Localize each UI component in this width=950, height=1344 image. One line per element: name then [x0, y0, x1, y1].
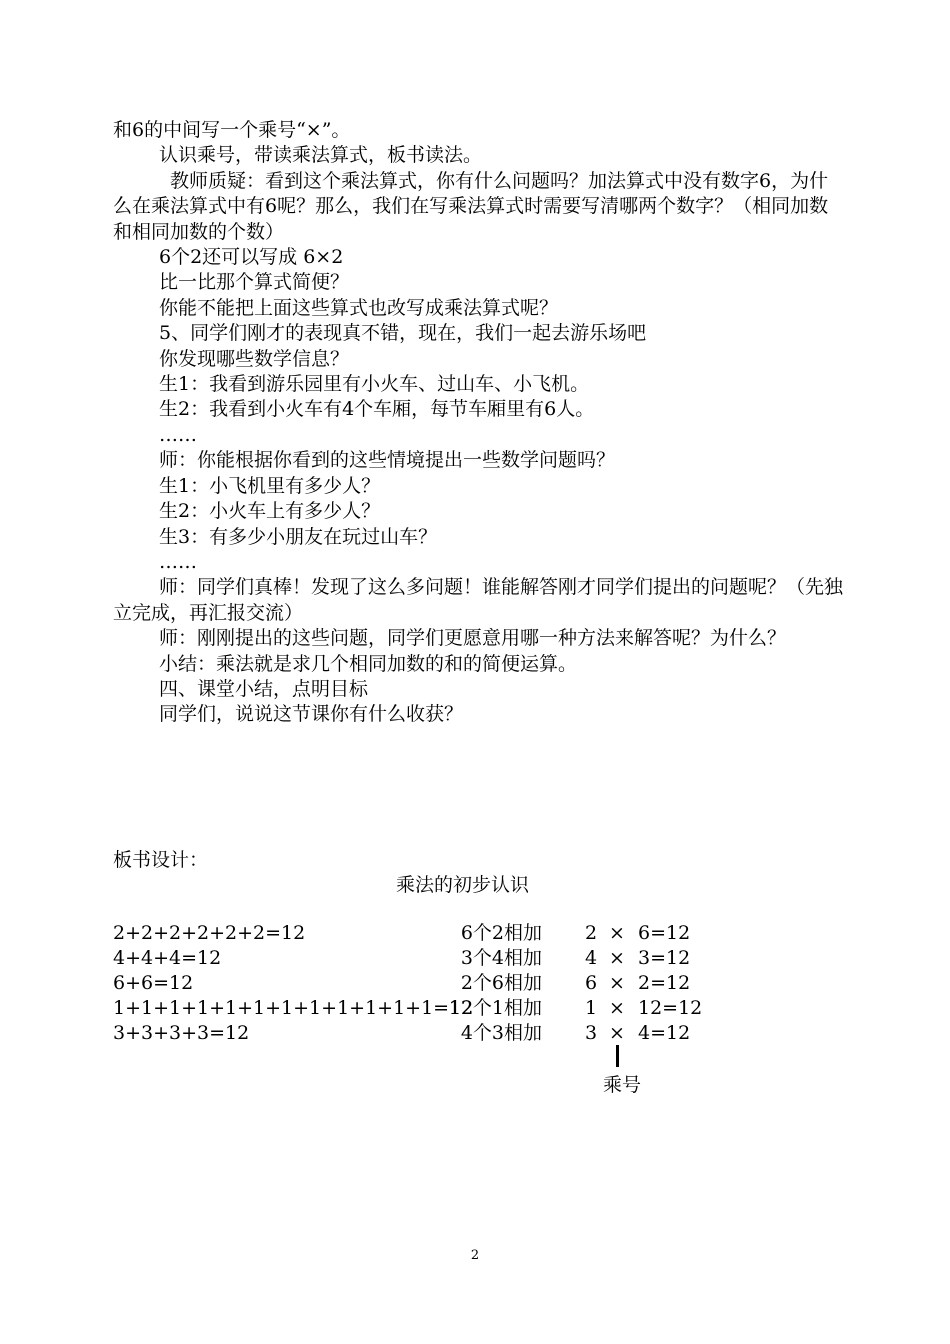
multiplicand: 6: [585, 972, 598, 994]
multiplicand: 3: [585, 1022, 598, 1044]
sum-description: 4个3相加: [460, 1022, 542, 1044]
multiplicand: 4: [585, 947, 598, 969]
paragraph: 和6的中间写一个乘号“×”。: [113, 119, 351, 141]
multiplier-result: 3=12: [638, 947, 691, 969]
addition-equation: 1+1+1+1+1+1+1+1+1+1+1+1=12: [113, 997, 474, 1019]
board-design-label: 板书设计：: [113, 849, 209, 871]
multiply-sign: ×: [609, 972, 625, 994]
board-title: 乘法的初步认识: [396, 874, 530, 896]
multiplier-result: 12=12: [638, 997, 703, 1019]
multiplicand: 1: [585, 997, 598, 1019]
paragraph: 6个2还可以写成 6×2: [159, 246, 344, 269]
addition-equation: 3+3+3+3=12: [113, 1022, 250, 1044]
multiplier-result: 6=12: [638, 922, 691, 944]
paragraph: 生2：我看到小火车有4个车厢，每节车厢里有6人。: [159, 398, 595, 421]
paragraph: 你发现哪些数学信息？: [159, 347, 350, 370]
paragraph: 小结：乘法就是求几个相同加数的和的简便运算。: [159, 652, 578, 675]
paragraph: 同学们，说说这节课你有什么收获？: [159, 703, 464, 726]
paragraph: 教师质疑：看到这个乘法算式，你有什么问题吗？加法算式中没有数字6，为什么在乘法算式中有6呢？那么，我们在写乘法算式时需要写清哪两个数字？（相同加数和相同加数的个数）: [113, 169, 829, 243]
paragraph: 四、课堂小结，点明目标: [159, 677, 369, 700]
equation-row: [113, 946, 753, 971]
multiplier-result: 2=12: [638, 972, 691, 994]
paragraph: 5、同学们刚才的表现真不错，现在，我们一起去游乐场吧: [159, 322, 647, 345]
addition-equation: 4+4+4=12: [113, 947, 222, 969]
paragraph: 认识乘号，带读乘法算式，板书读法。: [159, 144, 483, 167]
multiplicand: 2: [585, 922, 598, 944]
equation-row: [113, 921, 753, 946]
sum-description: 6个2相加: [460, 922, 542, 944]
sum-description: 2个6相加: [460, 972, 542, 994]
page-number: 2: [470, 1248, 480, 1263]
addition-equation: 2+2+2+2+2+2=12: [113, 922, 306, 944]
multiply-sign: ×: [609, 922, 625, 944]
multiply-sign: ×: [609, 1022, 625, 1044]
multiplication-sign-label: 乘号: [603, 1074, 642, 1096]
paragraph: ……: [159, 550, 197, 573]
multiply-sign: ×: [609, 947, 625, 969]
paragraph: 师：刚刚提出的这些问题，同学们更愿意用哪一种方法来解答呢？为什么？: [159, 627, 787, 650]
pointer-line: [616, 1045, 619, 1067]
paragraph: 师：你能根据你看到的这些情境提出一些数学问题吗？: [159, 449, 616, 472]
board-equations-table: [113, 921, 753, 1046]
lesson-text: [113, 118, 843, 728]
paragraph: ……: [159, 423, 197, 446]
paragraph: 你能不能把上面这些算式也改写成乘法算式呢？: [159, 296, 559, 319]
equation-row: [113, 996, 753, 1021]
sum-description: 12个1相加: [448, 997, 542, 1019]
multiply-sign: ×: [609, 997, 625, 1019]
paragraph: 生2：小火车上有多少人？: [159, 500, 381, 523]
equation-row: [113, 1021, 753, 1046]
sum-description: 3个4相加: [460, 947, 542, 969]
paragraph: 师：同学们真棒！发现了这么多问题！谁能解答刚才同学们提出的问题呢？（先独立完成，再汇报交流）: [113, 576, 844, 624]
addition-equation: 6+6=12: [113, 972, 194, 994]
paragraph: 比一比那个算式简便？: [159, 271, 350, 294]
paragraph: 生1：我看到游乐园里有小火车、过山车、小飞机。: [159, 373, 590, 396]
multiplier-result: 4=12: [638, 1022, 691, 1044]
paragraph: 生3：有多少小朋友在玩过山车？: [159, 525, 438, 548]
paragraph: 生1：小飞机里有多少人？: [159, 474, 381, 497]
equation-row: [113, 971, 753, 996]
